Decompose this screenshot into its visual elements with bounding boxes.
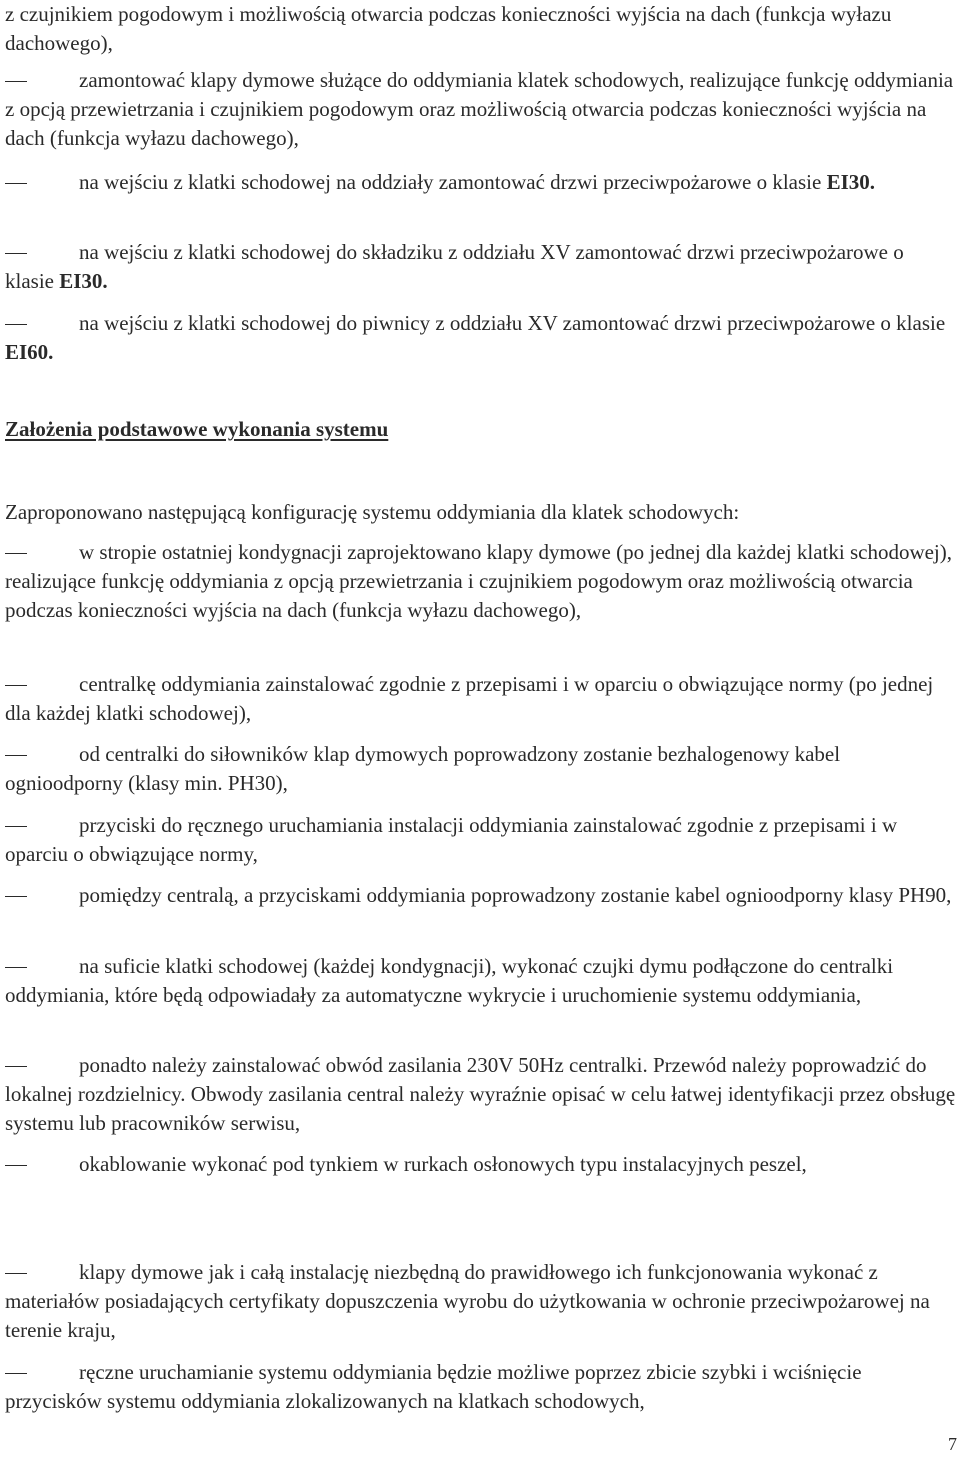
list-item <box>5 238 957 296</box>
list-item <box>5 1258 957 1345</box>
list-item-text: ponadto należy zainstalować obwód zasilania 230V 50Hz centralki. Przewód należy poprowadzić do lokalnej rozdzielnicy. Obwody zasilania central należy wyraźnie opisać w celu łatwej identyfikacji przez obsługę systemu lub pracowników serwisu, <box>5 1053 956 1135</box>
list-item <box>5 952 957 1010</box>
list-item <box>5 670 957 728</box>
list-item-text: przyciski do ręcznego uruchamiania instalacji oddymiania zainstalować zgodnie z przepisami i w oparciu o obwiązujące normy, <box>5 813 898 866</box>
list-item <box>5 1358 957 1416</box>
list-item <box>5 168 957 197</box>
paragraph-continuation <box>5 0 957 58</box>
list-item <box>5 66 957 153</box>
list-item-text: klapy dymowe jak i całą instalację niezbędną do prawidłowego ich funkcjonowania wykonać z materiałów posiadających certyfikaty dopuszczenia wyrobu do użytkowania w ochronie przeciwpożarowej na terenie kraju, <box>5 1260 930 1342</box>
dash-bullet <box>5 811 79 840</box>
dash-bullet <box>5 1150 79 1179</box>
list-item <box>5 811 957 869</box>
list-item-text: ręczne uruchamianie systemu oddymiania będzie możliwe poprzez zbicie szybki i wciśnięcie przycisków systemu oddymiania zlokalizowanych na klatkach schodowych, <box>5 1360 862 1413</box>
list-item <box>5 309 957 367</box>
list-item-text: na wejściu z klatki schodowej na oddziały zamontować drzwi przeciwpożarowe o klasie <box>79 170 827 194</box>
dash-bullet <box>5 952 79 981</box>
list-item-text: na wejściu z klatki schodowej do składziku z oddziału XV zamontować drzwi przeciwpożarowe o klasie <box>5 240 904 293</box>
dash-bullet <box>5 66 79 95</box>
list-item <box>5 740 957 798</box>
dash-bullet <box>5 168 79 197</box>
list-item-text: okablowanie wykonać pod tynkiem w rurkach osłonowych typu instalacyjnych peszel, <box>79 1152 807 1176</box>
dash-bullet <box>5 309 79 338</box>
list-item-text: centralkę oddymiania zainstalować zgodnie z przepisami i w oparciu o obwiązujące normy (po jednej dla każdej klatki schodowej), <box>5 672 934 725</box>
list-item-text: zamontować klapy dymowe służące do oddymiania klatek schodowych, realizujące funkcję oddymiania z opcją przewietrzania i czujnikiem pogodowym oraz możliwością otwarcia podczas konieczności wyjścia na dach (funkcja wyłazu dachowego), <box>5 68 954 150</box>
list-item <box>5 538 957 625</box>
list-item-text: na suficie klatki schodowej (każdej kondygnacji), wykonać czujki dymu podłączone do centralki oddymiania, które będą odpowiadały za automatyczne wykrycie i uruchomienie systemu oddymiania, <box>5 954 894 1007</box>
list-item <box>5 1051 957 1138</box>
paragraph-text: z czujnikiem pogodowym i możliwością otwarcia podczas konieczności wyjścia na dach (funkcja wyłazu dachowego), <box>5 2 892 55</box>
dash-bullet <box>5 1258 79 1287</box>
list-item-text: w stropie ostatniej kondygnacji zaprojektowano klapy dymowe (po jednej dla każdej klatki schodowej), realizujące funkcję oddymiania z opcją przewietrzania i czujnikiem pogodowym oraz możliwością otwarcia podczas konieczności wyjścia na dach (funkcja wyłazu dachowego), <box>5 540 953 622</box>
list-item <box>5 1150 957 1179</box>
dash-bullet <box>5 740 79 769</box>
fire-class-label: EI60. <box>5 340 54 364</box>
section-heading: Założenia podstawowe wykonania systemu <box>5 417 389 441</box>
fire-class-label: EI30. <box>826 170 875 194</box>
dash-bullet <box>5 238 79 267</box>
fire-class-label: EI30. <box>59 269 108 293</box>
list-item-text: na wejściu z klatki schodowej do piwnicy z oddziału XV zamontować drzwi przeciwpożarowe o klasie <box>79 311 946 335</box>
list-item-text: od centralki do siłowników klap dymowych poprowadzony zostanie bezhalogenowy kabel ognioodporny (klasy min. PH30), <box>5 742 841 795</box>
list-item <box>5 881 957 910</box>
list-item-text: pomiędzy centralą, a przyciskami oddymiania poprowadzony zostanie kabel ognioodporny klasy PH90, <box>79 883 952 907</box>
page-number: 7 <box>948 1434 957 1454</box>
dash-bullet <box>5 670 79 699</box>
dash-bullet <box>5 538 79 567</box>
dash-bullet <box>5 1358 79 1387</box>
dash-bullet <box>5 881 79 910</box>
intro-paragraph: Zaproponowano następującą konfigurację systemu oddymiania dla klatek schodowych: <box>5 500 740 524</box>
dash-bullet <box>5 1051 79 1080</box>
